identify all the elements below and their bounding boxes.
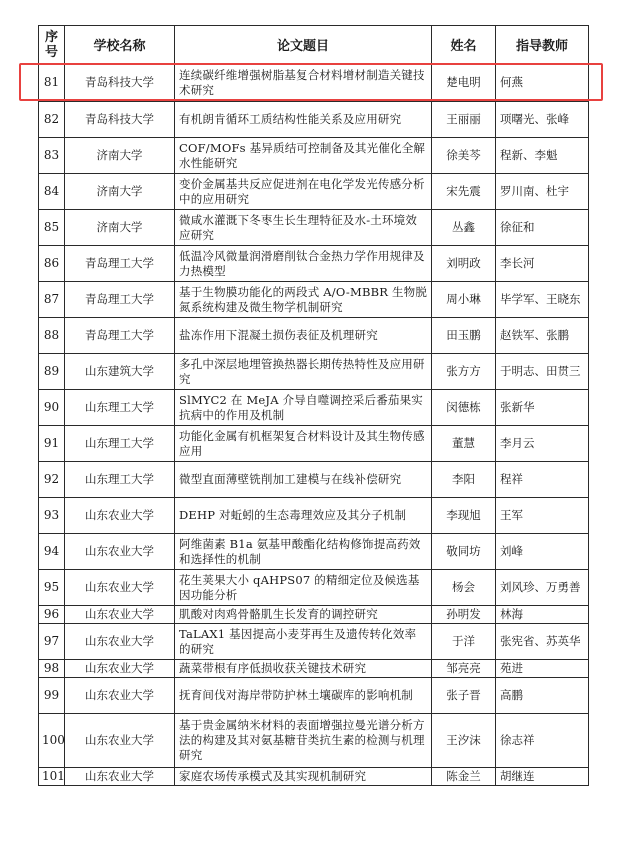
row-school: 山东农业大学 <box>65 606 175 624</box>
table-row <box>39 462 589 498</box>
table-row <box>39 606 589 624</box>
header-school: 学校名称 <box>65 26 175 64</box>
row-name: 闵德栋 <box>432 390 496 426</box>
row-number: 89 <box>39 354 65 390</box>
row-school: 青岛理工大学 <box>65 318 175 354</box>
row-number: 87 <box>39 282 65 318</box>
row-advisor: 项曙光、张峰 <box>496 102 589 138</box>
row-advisor: 罗川南、杜宇 <box>496 174 589 210</box>
row-school: 山东建筑大学 <box>65 354 175 390</box>
row-name: 王汐沫 <box>432 714 496 768</box>
row-name: 敬同坊 <box>432 534 496 570</box>
row-name: 于洋 <box>432 624 496 660</box>
row-advisor: 张宪省、苏英华 <box>496 624 589 660</box>
row-name: 王丽丽 <box>432 102 496 138</box>
row-advisor: 刘峰 <box>496 534 589 570</box>
header-seq: 序号 <box>39 26 65 64</box>
row-advisor: 李月云 <box>496 426 589 462</box>
row-name: 孙明发 <box>432 606 496 624</box>
row-advisor: 毕学军、王晓东 <box>496 282 589 318</box>
row-name: 田玉鹏 <box>432 318 496 354</box>
row-name: 丛鑫 <box>432 210 496 246</box>
row-name: 张子晋 <box>432 678 496 714</box>
row-number: 82 <box>39 102 65 138</box>
row-advisor: 李长河 <box>496 246 589 282</box>
row-title: SlMYC2 在 MeJA 介导自噬调控采后番茄果实抗病中的作用及机制 <box>175 390 432 426</box>
row-advisor: 刘风珍、万勇善 <box>496 570 589 606</box>
thesis-award-table <box>38 25 589 786</box>
row-name: 张方方 <box>432 354 496 390</box>
row-name: 周小琳 <box>432 282 496 318</box>
table-row <box>39 660 589 678</box>
row-title: 变价金属基共反应促进剂在电化学发光传感分析中的应用研究 <box>175 174 432 210</box>
row-school: 山东农业大学 <box>65 570 175 606</box>
table-row <box>39 318 589 354</box>
row-advisor: 高鹏 <box>496 678 589 714</box>
row-name: 董慧 <box>432 426 496 462</box>
row-advisor: 何燕 <box>496 64 589 102</box>
row-advisor: 张新华 <box>496 390 589 426</box>
row-school: 山东理工大学 <box>65 426 175 462</box>
row-name: 刘明政 <box>432 246 496 282</box>
row-name: 杨会 <box>432 570 496 606</box>
row-number: 88 <box>39 318 65 354</box>
row-name: 陈金兰 <box>432 768 496 786</box>
row-school: 山东农业大学 <box>65 714 175 768</box>
row-name: 邹亮亮 <box>432 660 496 678</box>
table-row <box>39 714 589 768</box>
table-row <box>39 534 589 570</box>
header-advisor: 指导教师 <box>496 26 589 64</box>
row-school: 青岛科技大学 <box>65 102 175 138</box>
row-advisor: 徐志祥 <box>496 714 589 768</box>
row-title: 微咸水灌溉下冬枣生长生理特征及水-土环境效应研究 <box>175 210 432 246</box>
row-school: 青岛理工大学 <box>65 282 175 318</box>
row-title: 阿维菌素 B1a 氨基甲酸酯化结构修饰提高药效和选择性的机制 <box>175 534 432 570</box>
row-school: 山东农业大学 <box>65 768 175 786</box>
row-advisor: 苑进 <box>496 660 589 678</box>
table-row <box>39 390 589 426</box>
row-school: 山东农业大学 <box>65 534 175 570</box>
row-name: 宋先震 <box>432 174 496 210</box>
row-title: 肌酸对肉鸡骨骼肌生长发育的调控研究 <box>175 606 432 624</box>
row-number: 92 <box>39 462 65 498</box>
row-title: 低温冷风微量润滑磨削钛合金热力学作用规律及力热模型 <box>175 246 432 282</box>
row-name: 李现旭 <box>432 498 496 534</box>
row-school: 山东理工大学 <box>65 390 175 426</box>
table-row <box>39 768 589 786</box>
row-number: 99 <box>39 678 65 714</box>
row-school: 山东农业大学 <box>65 624 175 660</box>
row-advisor: 程新、李魁 <box>496 138 589 174</box>
row-title: COF/MOFs 基异质结可控制备及其光催化全解水性能研究 <box>175 138 432 174</box>
table-row <box>39 426 589 462</box>
row-number: 93 <box>39 498 65 534</box>
row-title: 连续碳纤维增强树脂基复合材料增材制造关键技术研究 <box>175 64 432 102</box>
row-school: 济南大学 <box>65 210 175 246</box>
award-table-wrapper <box>38 25 588 786</box>
row-title: 基于生物膜功能化的两段式 A/O-MBBR 生物脱氮系统构建及微生物学机制研究 <box>175 282 432 318</box>
row-advisor: 赵铁军、张鹏 <box>496 318 589 354</box>
row-number: 100 <box>39 714 65 768</box>
row-number: 85 <box>39 210 65 246</box>
row-title: 花生荚果大小 qAHPS07 的精细定位及候选基因功能分析 <box>175 570 432 606</box>
row-school: 山东农业大学 <box>65 660 175 678</box>
table-row <box>39 174 589 210</box>
table-row <box>39 64 589 102</box>
table-row <box>39 246 589 282</box>
row-number: 90 <box>39 390 65 426</box>
table-row <box>39 138 589 174</box>
row-title: 功能化金属有机框架复合材料设计及其生物传感应用 <box>175 426 432 462</box>
row-name: 楚电明 <box>432 64 496 102</box>
table-header-row <box>39 26 589 64</box>
row-number: 86 <box>39 246 65 282</box>
row-number: 81 <box>39 64 65 102</box>
table-row <box>39 498 589 534</box>
row-title: 抚育间伐对海岸带防护林土壤碳库的影响机制 <box>175 678 432 714</box>
row-number: 91 <box>39 426 65 462</box>
table-row <box>39 282 589 318</box>
row-school: 山东理工大学 <box>65 462 175 498</box>
table-row <box>39 570 589 606</box>
row-title: 蔬菜带根有序低损收获关键技术研究 <box>175 660 432 678</box>
row-number: 98 <box>39 660 65 678</box>
row-title: TaLAX1 基因提高小麦芽再生及遗传转化效率的研究 <box>175 624 432 660</box>
table-row <box>39 678 589 714</box>
row-number: 94 <box>39 534 65 570</box>
row-advisor: 程祥 <box>496 462 589 498</box>
row-number: 83 <box>39 138 65 174</box>
row-number: 97 <box>39 624 65 660</box>
row-title: 有机朗肯循环工质结构性能关系及应用研究 <box>175 102 432 138</box>
row-school: 青岛理工大学 <box>65 246 175 282</box>
row-number: 95 <box>39 570 65 606</box>
row-advisor: 徐征和 <box>496 210 589 246</box>
row-school: 山东农业大学 <box>65 678 175 714</box>
row-title: 盐冻作用下混凝土损伤表征及机理研究 <box>175 318 432 354</box>
table-row <box>39 624 589 660</box>
row-school: 青岛科技大学 <box>65 64 175 102</box>
row-name: 李阳 <box>432 462 496 498</box>
row-name: 徐美芩 <box>432 138 496 174</box>
row-advisor: 林海 <box>496 606 589 624</box>
row-title: 基于贵金属纳米材料的表面增强拉曼光谱分析方法的构建及其对氨基糖苷类抗生素的检测与机理研究 <box>175 714 432 768</box>
row-title: 微型直面薄壁铣削加工建模与在线补偿研究 <box>175 462 432 498</box>
row-school: 济南大学 <box>65 174 175 210</box>
header-name: 姓名 <box>432 26 496 64</box>
table-row <box>39 354 589 390</box>
row-advisor: 于明志、田贯三 <box>496 354 589 390</box>
row-title: 家庭农场传承模式及其实现机制研究 <box>175 768 432 786</box>
header-title: 论文题目 <box>175 26 432 64</box>
row-school: 济南大学 <box>65 138 175 174</box>
row-number: 84 <box>39 174 65 210</box>
row-advisor: 胡继连 <box>496 768 589 786</box>
row-number: 96 <box>39 606 65 624</box>
row-title: DEHP 对蚯蚓的生态毒理效应及其分子机制 <box>175 498 432 534</box>
table-row <box>39 102 589 138</box>
table-row <box>39 210 589 246</box>
row-number: 101 <box>39 768 65 786</box>
row-title: 多孔中深层地埋管换热器长期传热特性及应用研究 <box>175 354 432 390</box>
row-school: 山东农业大学 <box>65 498 175 534</box>
row-advisor: 王军 <box>496 498 589 534</box>
